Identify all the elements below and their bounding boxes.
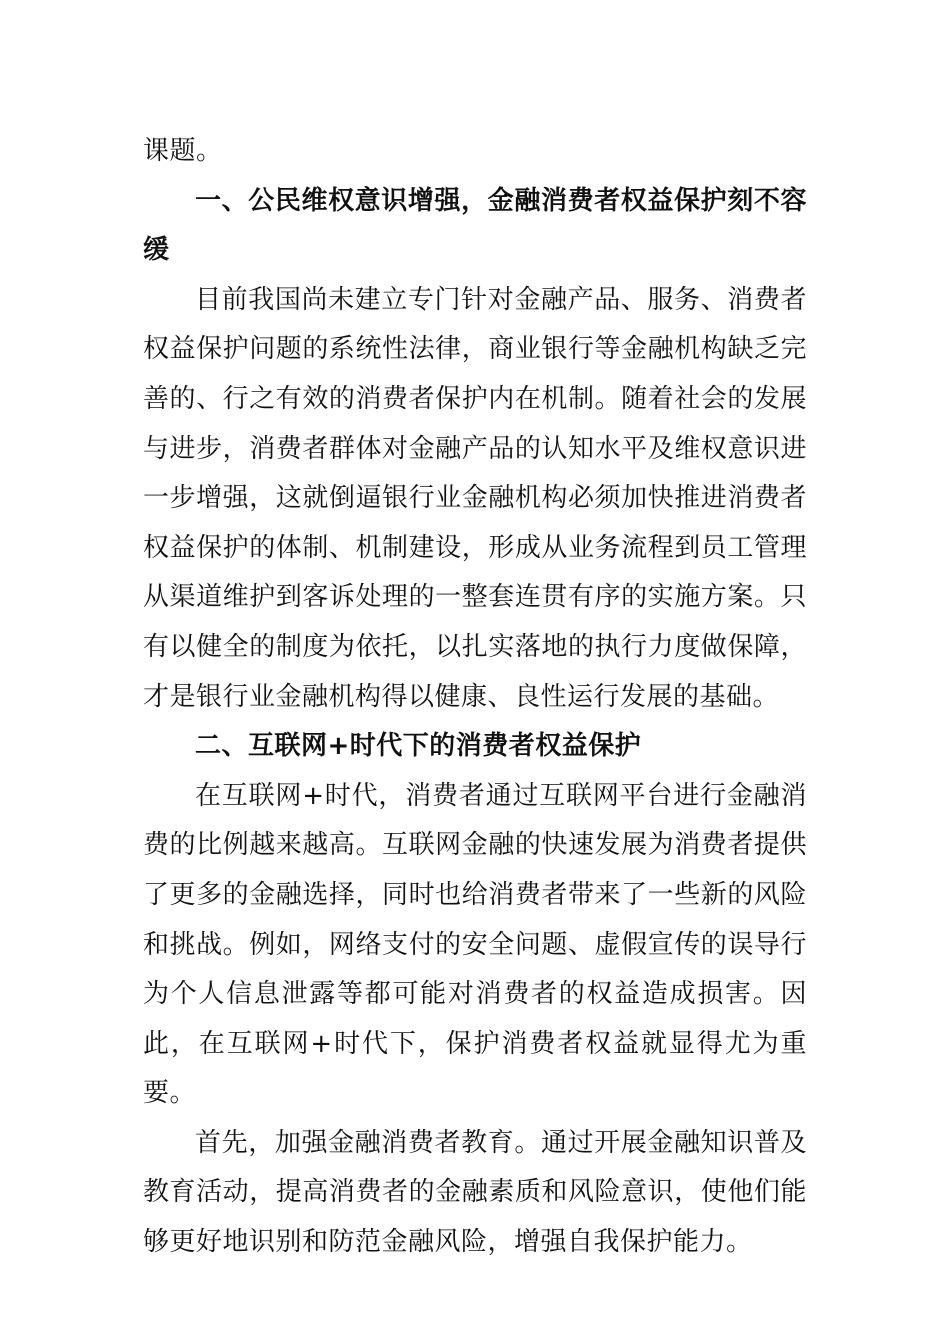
paragraph: 在互联网+时代，消费者通过互联网平台进行金融消费的比例越来越高。互联网金融的快速发展为消费者提供了更多的金融选择，同时也给消费者带来了一些新的风险和挑战。例如，网络支付的安全问题、虚假宣传的误导行为个人信息泄露等都可能对消费者的权益造成损害。因此，在互联网+时代下，保护消费者权益就显得尤为重要。 (143, 780, 807, 1109)
continuation-text: 课题。 (143, 136, 223, 166)
section-heading-1: 一、公民维权意识增强，金融消费者权益保护刻不容缓 (143, 185, 807, 266)
paragraph: 首先，加强金融消费者教育。通过开展金融知识普及教育活动，提高消费者的金融素质和风险意识，使他们能够更好地识别和防范金融风险，增强自我保护能力。 (143, 1127, 807, 1258)
section-heading-2: 二、互联网+时代下的消费者权益保护 (195, 731, 642, 762)
paragraph: 目前我国尚未建立专门针对金融产品、服务、消费者权益保护问题的系统性法律，商业银行等金融机构缺乏完善的、行之有效的消费者保护内在机制。随着社会的发展与进步，消费者群体对金融产品的认知水平及维权意识进一步增强，这就倒逼银行业金融机构必须加快推进消费者权益保护的体制、机制建设，形成从业务流程到员工管理从渠道维护到客诉处理的一整套连贯有序的实施方案。只有以健全的制度为依托，以扎实落地的执行力度做保障，才是银行业金融机构得以健康、良性运行发展的基础。 (143, 284, 807, 712)
document-page (143, 127, 807, 1268)
